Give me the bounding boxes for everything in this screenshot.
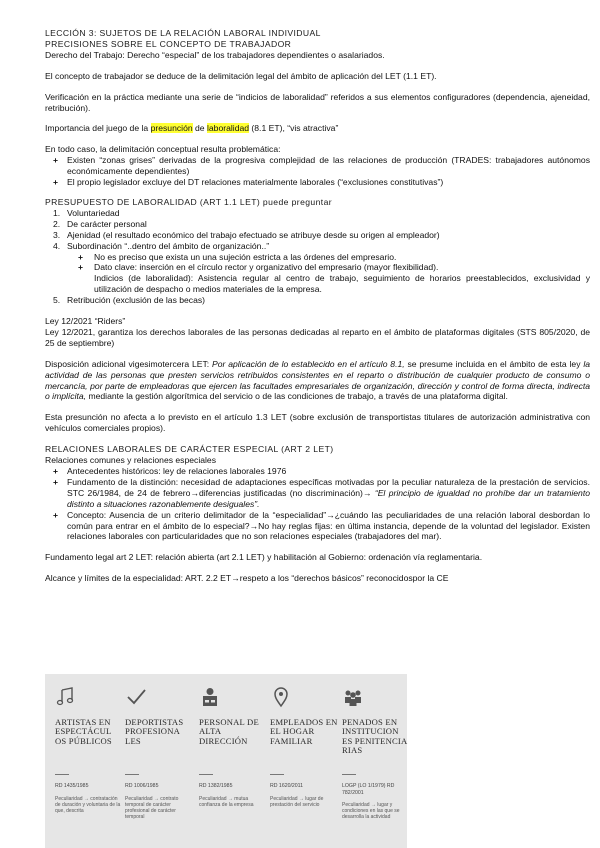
column-title: DEPORTISTAS PROFESIONA LES xyxy=(125,717,184,746)
column-description: Peculiaridad → mutua confianza de la empresa xyxy=(199,795,254,808)
ley-riders-text: Ley 12/2021, garantiza los derechos laborales de las personas dedicadas al reparto en el ámbito de plataformas digitales (STS 805/2020, de 25 de septiembre) xyxy=(45,326,590,348)
column-description: Peculiaridad → lugar de prestación del servicio xyxy=(270,795,324,808)
divider xyxy=(270,774,284,775)
paragraph-presuncion: Importancia del juego de la presunción de laboralidad (8.1 ET), “vis atractiva” xyxy=(45,123,339,134)
derecho-line: Derecho del Trabajo: Derecho “especial” de los trabajadores dependientes o asalariados. xyxy=(45,49,385,60)
problematica-list xyxy=(45,155,590,188)
column-title: EMPLEADOS EN EL HOGAR FAMILIAR xyxy=(270,717,338,746)
check-icon xyxy=(125,686,147,708)
infographic-column-alta-direccion xyxy=(199,686,267,808)
list-item: + Dato clave: inserción en el círculo rector y organizativo del empresario (mayor flexibilidad). xyxy=(67,262,590,273)
divider xyxy=(125,774,139,775)
column-reference: RD 1382/1985 xyxy=(199,783,233,789)
column-title: PERSONAL DE ALTA DIRECCIÓN xyxy=(199,717,259,746)
divider xyxy=(199,774,213,775)
fundamento-legal: Fundamento legal art 2 LET: relación abierta (art 2.1 LET) y habilitación al Gobierno: ordenación vía reglamentaria. xyxy=(45,552,483,563)
list-item: + Concepto: Ausencia de un criterio delimitador de la “especialidad”→¿cuándo las peculiaridades de una relación laboral desbordan lo común para entrar en el ámbito de lo especial?→No hay reglas fijas: en última instancia, depende de la voluntad del legislador. Existen relaciones laborales con particularidades que no son relaciones especiales (trabajadores del mar). xyxy=(45,510,590,543)
list-item: 1. Voluntariedad xyxy=(53,207,120,218)
lesson-title: LECCIÓN 3: SUJETOS DE LA RELACIÓN LABORAL INDIVIDUAL xyxy=(45,28,321,38)
column-description: Peculiaridad → contrato temporal de carácter profesional de carácter temporal xyxy=(125,795,179,821)
indicios-text: Indicios (de laboralidad): Asistencia regular al centro de trabajo, seguimiento de horarios preestablecidos, exclusividad y utilización de despacho o medios materiales de la empresa. xyxy=(94,273,590,295)
relaciones-especiales-infographic xyxy=(45,674,407,848)
paragraph-concepto: El concepto de trabajador se deduce de la delimitación legal del ámbito de aplicación del LET (1.1 ET). xyxy=(45,70,437,81)
list-item: + Antecedentes históricos: ley de relaciones laborales 1976 xyxy=(45,466,590,477)
list-item: + El propio legislador excluye del DT relaciones materialmente laborales (“exclusiones constitutivas”) xyxy=(45,177,590,188)
list-item: 4. Subordinación “..dentro del ámbito de organización..” + No es preciso que exista un una sujeción estricta a las órdenes del empresario. + Dato clave: inserción en el círculo rector y organizativo del empresario (mayor flexibilidad). Indicios (de laboralidad): Asistencia regular al centro de trabajo, seguimiento de horarios preestablecidos, exclusividad y utilización de despacho o medios materiales de la empresa. xyxy=(45,241,590,296)
list-item: 5. Retribución (exclusión de las becas) xyxy=(53,295,206,306)
column-reference: RD 1006/1985 xyxy=(125,783,159,789)
presupuesto-list xyxy=(45,208,590,306)
especial-list xyxy=(45,466,590,542)
list-item: 3. Ajenidad (el resultado económico del trabajo efectuado se atribuye desde su origen al empleador) xyxy=(53,229,440,240)
especial-heading: RELACIONES LABORALES DE CARÁCTER ESPECIAL (ART 2 LET) xyxy=(45,444,334,455)
presupuesto-heading: PRESUPUESTO DE LABORALIDAD (ART 1.1 LET) puede preguntar xyxy=(45,196,333,207)
column-reference: RD 1620/2011 xyxy=(270,783,304,789)
infographic-column-hogar xyxy=(270,686,338,808)
ley-riders-heading: Ley 12/2021 “Riders” xyxy=(45,316,126,327)
column-reference: RD 1435/1985 xyxy=(55,783,89,789)
divider xyxy=(342,774,356,775)
paragraph-verificacion: Verificación en la práctica mediante una serie de “indicios de laboralidad” referidos a sus elementos configuradores (dependencia, ajeneidad, retribución). xyxy=(45,91,590,113)
column-reference: LOGP (LO 1/1979) RD 782/2001 xyxy=(342,783,395,796)
disposicion-adicional: Disposición adicional vigesimotercera LET: Por aplicación de lo establecido en el artículo 8.1, se presume incluida en el ámbito de esta ley la actividad de las personas que presten servicios retribuidos consistentes en el reparto o distribución de cualquier producto de consumo o mercancía, por parte de empleadoras que ejercen las facultades empresariales de organización, dirección y control de forma directa, indirecta o implícita, mediante la gestión algorítmica del servicio o de las condiciones de trabajo, a través de una plataforma digital. xyxy=(45,358,591,402)
list-item: + Existen “zonas grises” derivadas de la progresiva complejidad de las relaciones de producción (TRADES: trabajadores autónomos económicamente dependientes) xyxy=(45,155,590,177)
location-pin-icon xyxy=(270,686,292,708)
highlight-laboralidad: laboralidad xyxy=(206,123,250,134)
subordinacion-list xyxy=(67,252,590,274)
list-item: + No es preciso que exista un una sujeción estricta a las órdenes del empresario. xyxy=(67,252,590,263)
column-title: ARTISTAS EN ESPECTÁCUL OS PÚBLICOS xyxy=(55,717,112,746)
column-title: PENADOS EN INSTITUCION ES PENITENCIA RIAS xyxy=(342,717,407,756)
music-note-icon xyxy=(55,686,77,708)
group-icon xyxy=(342,686,364,708)
infographic-column-penados xyxy=(342,686,410,821)
person-icon xyxy=(199,686,221,708)
presuncion-note: Esta presunción no afecta a lo previsto en el artículo 1.3 LET (sobre exclusión de transportistas titulares de autorización administrativa con vehículos comerciales propios). xyxy=(45,412,590,434)
paragraph-problematica: En todo caso, la delimitación conceptual resulta problemática: xyxy=(45,144,281,155)
infographic-column-artistas xyxy=(55,686,123,814)
divider xyxy=(55,774,69,775)
section-heading-trabajador: PRECISIONES SOBRE EL CONCEPTO DE TRABAJADOR xyxy=(45,38,292,49)
column-description: Peculiaridad → lugar y condiciones en las que se desarrolla la actividad xyxy=(342,802,400,821)
highlight-presuncion: presunción xyxy=(150,123,193,134)
list-item: + Fundamento de la distinción: necesidad de adaptaciones específicas motivadas por la peculiar naturaleza de la prestación de servicios. STC 26/1984, de 24 de febrero→diferencias justificadas (no discriminación)→ “El principio de igualdad no prohíbe dar un tratamiento distinto a situaciones razonablemente desiguales”. xyxy=(45,477,590,510)
especial-subheading: Relaciones comunes y relaciones especiales xyxy=(45,455,217,466)
document-page xyxy=(45,28,590,584)
infographic-column-deportistas xyxy=(125,686,193,820)
column-description: Peculiaridad → contratación de duración y voluntaria de la que, descrita xyxy=(55,795,121,814)
list-item: 2. De carácter personal xyxy=(53,218,147,229)
alcance-limites: Alcance y límites de la especialidad: ART. 2.2 ET→respeto a los “derechos básicos” reconocidospor la CE xyxy=(45,573,449,584)
